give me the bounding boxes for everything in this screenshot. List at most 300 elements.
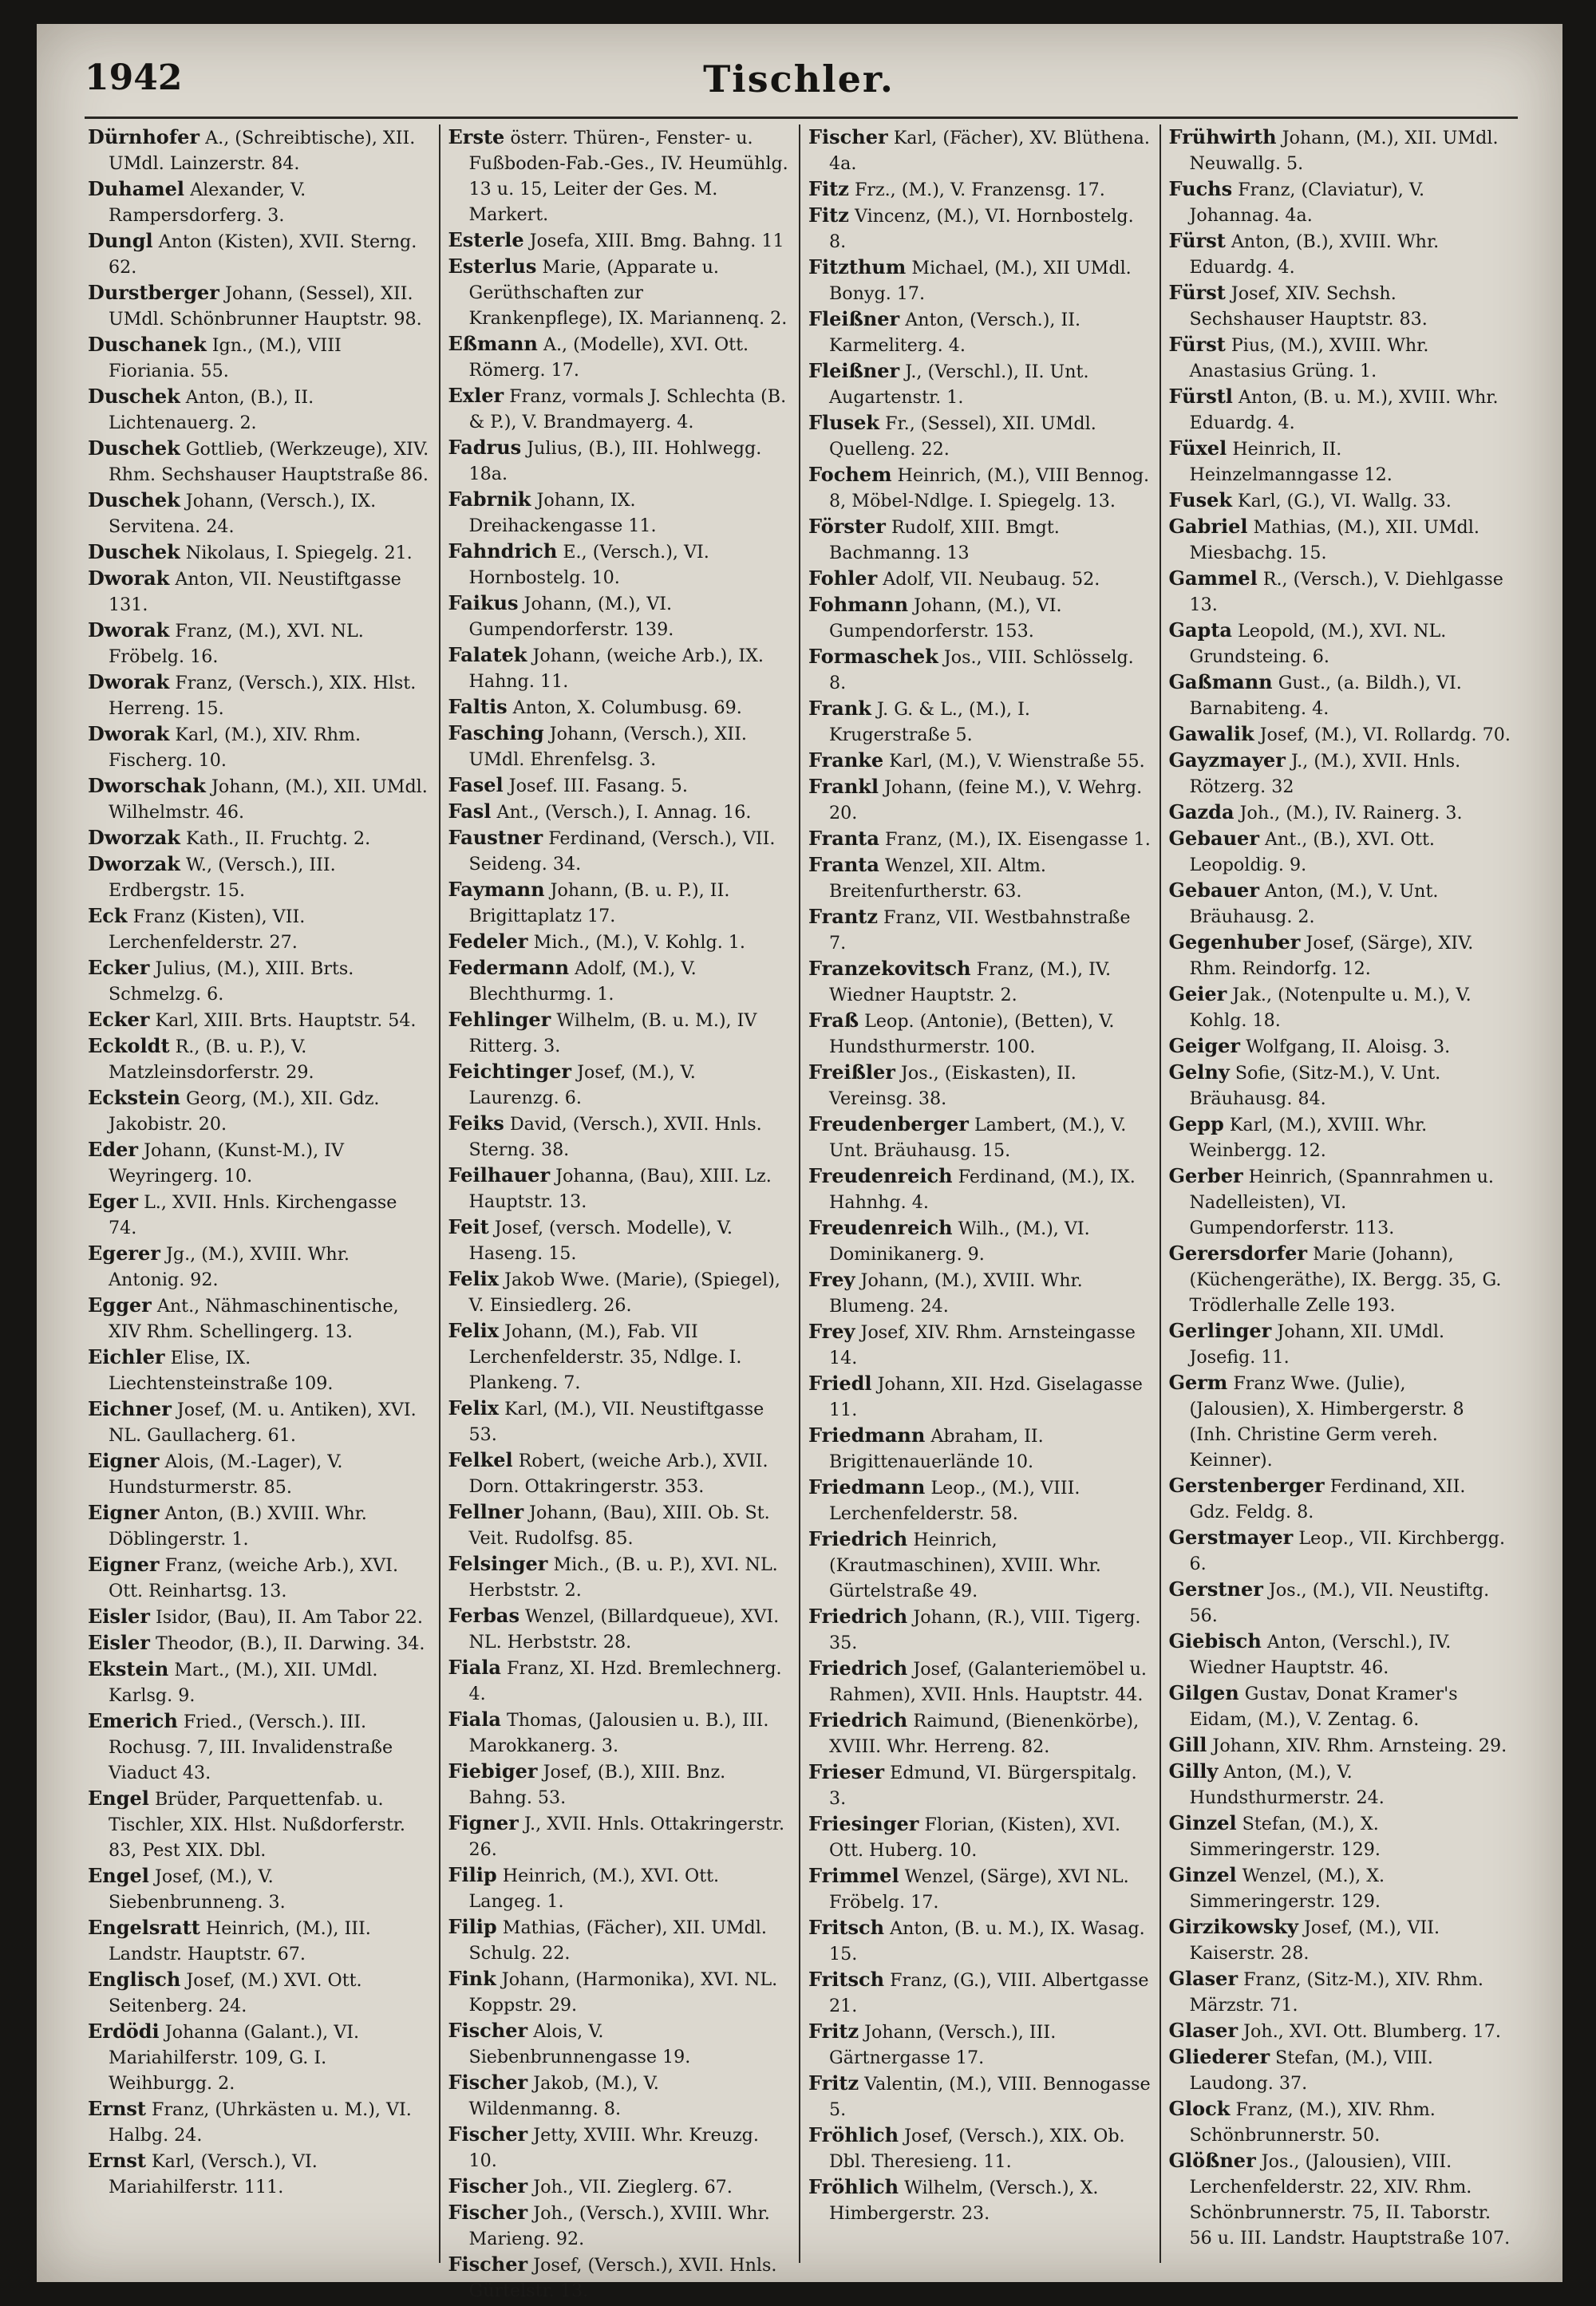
entry-details: Mathias, (M.), XII. UMdl. Miesbachg. 15.	[1189, 517, 1479, 563]
directory-entry	[1169, 1112, 1512, 1163]
entry-details: Josef, XIV. Rhm. Arnsteingasse 14.	[829, 1322, 1136, 1368]
directory-entry	[1169, 618, 1512, 669]
directory-entry	[448, 2174, 792, 2200]
directory-entry	[808, 1811, 1152, 1863]
entry-details: österr. Thüren-, Fenster- u. Fußboden-Fab.-Ges., IV. Heumühlg. 13 u. 15, Leiter der Ges. M. Markert.	[468, 128, 788, 225]
entry-details: Isidor, (Bau), II. Am Tabor 22.	[156, 1607, 423, 1628]
entry-details: Anton, (Verschl.), IV. Wiedner Hauptstr. 46.	[1189, 1632, 1452, 1678]
entry-name: Dürnhofer	[88, 125, 200, 148]
entry-name: Frey	[808, 1320, 855, 1343]
entry-details: Leop. (Antonie), (Betten), V. Hundsthurmerstr. 100.	[829, 1011, 1115, 1057]
running-head: Tischler.	[703, 57, 895, 101]
directory-entry	[1169, 176, 1512, 228]
directory-entry	[1169, 721, 1512, 748]
entry-details: Josef, (Versch.), XVII. Hnls. Gürtelstr. 13.	[468, 2255, 777, 2301]
directory-entry	[1169, 1680, 1512, 1732]
entry-details: Fried., (Versch.). III. Rochusg. 7, III. Invalidenstraße Viaduct 43.	[109, 1712, 393, 1783]
directory-entry	[1169, 2096, 1512, 2148]
entry-name: Englisch	[88, 1968, 181, 1991]
directory-entry	[88, 2148, 431, 2200]
entry-name: Fleißner	[808, 359, 900, 382]
directory-entry	[88, 488, 431, 539]
entry-details: Wilhelm, (Versch.), X. Himbergerstr. 23.	[829, 2178, 1099, 2224]
entry-name: Eder	[88, 1138, 138, 1161]
directory-entry	[808, 852, 1152, 904]
entry-name: Engel	[88, 1787, 149, 1810]
entry-name: Franta	[808, 853, 879, 876]
entry-name: Ecker	[88, 956, 150, 979]
entry-details: Ant., Nähmaschinentische, XIV Rhm. Schellingerg. 13.	[109, 1296, 399, 1342]
directory-entry	[808, 1267, 1152, 1319]
entry-details: Karl, (M.), VII. Neustiftgasse 53.	[468, 1399, 764, 1445]
entry-name: Friedrich	[808, 1656, 908, 1680]
entry-details: J., (Verschl.), II. Unt. Augartenstr. 1.	[829, 361, 1089, 408]
entry-name: Duhamel	[88, 177, 185, 200]
directory-entry	[88, 124, 431, 176]
entry-name: Erste	[448, 125, 505, 148]
entry-details: Johann, (R.), VIII. Tigerg. 35.	[829, 1607, 1141, 1653]
entry-details: A., (Schreibtische), XII. UMdl. Lainzerstr. 84.	[109, 128, 416, 174]
entry-details: Wolfgang, II. Aloisg. 3.	[1246, 1037, 1451, 1057]
entry-details: Franz, (M.), IV. Wiedner Hauptstr. 2.	[829, 959, 1112, 1005]
entry-details: Johann, (M.), VI. Gumpendorferstr. 153.	[829, 595, 1062, 642]
directory-entry	[448, 772, 792, 799]
entry-name: Fischer	[448, 2071, 528, 2094]
entry-details: Johann, (Sessel), XII. UMdl. Schönbrunner Hauptstr. 98.	[109, 283, 422, 330]
entry-name: Engel	[88, 1864, 149, 1887]
directory-page	[37, 24, 1562, 2301]
entry-details: Johanna (Galant.), VI. Mariahilferstr. 109, G. I. Weihburgg. 2.	[109, 2022, 360, 2094]
directory-entry	[448, 1603, 792, 1655]
entry-details: Heinrich, (M.), XVI. Ott. Langeg. 1.	[468, 1866, 720, 1912]
directory-entry	[448, 1759, 792, 1810]
entry-name: Glößner	[1168, 2149, 1256, 2172]
entry-details: Theodor, (B.), II. Darwing. 34.	[156, 1633, 425, 1654]
entry-name: Fischer	[448, 2174, 528, 2197]
directory-entry	[808, 176, 1152, 203]
entry-name: Gliederer	[1168, 2045, 1270, 2068]
entry-name: Frieser	[808, 1760, 885, 1783]
entry-name: Duschek	[88, 488, 180, 511]
entry-name: Eckoldt	[88, 1034, 170, 1057]
entry-details: Anton, (B.) XVIII. Whr. Döblingerstr. 1.	[109, 1503, 367, 1550]
directory-entry	[448, 1810, 792, 1862]
entry-details: Josef. III. Fasang. 5.	[508, 776, 688, 796]
column-4	[1159, 124, 1520, 2263]
entry-name: Formaschek	[808, 645, 938, 668]
directory-entry	[88, 669, 431, 721]
entry-details: Ferdinand, (M.), IX. Hahnhg. 4.	[829, 1167, 1136, 1213]
directory-entry	[448, 2252, 792, 2304]
entry-details: Jos., (Jalousien), VIII. Lerchenfelderstr. 22, XIV. Rhm. Schönbrunnerstr. 75, II. Taborstr. 56 u. III. Landstr. Hauptstraße 107.	[1189, 2151, 1511, 2249]
entry-details: Mathias, (Fächer), XII. UMdl. Schulg. 22.	[468, 1917, 767, 1964]
entry-name: Eger	[88, 1190, 138, 1213]
entry-details: Heinrich, (Spannrahmen u. Nadelleisten), VI. Gumpendorferstr. 113.	[1189, 1167, 1494, 1238]
entry-name: Frey	[808, 1268, 855, 1291]
entry-name: Federmann	[448, 956, 570, 979]
column-1	[80, 124, 439, 2263]
entry-details: Josef, (M.), V. Siebenbrunneng. 3.	[109, 1866, 286, 1913]
entry-name: Förster	[808, 515, 886, 538]
directory-entry	[808, 358, 1152, 410]
entry-name: Fraß	[808, 1009, 859, 1032]
directory-entry	[1169, 800, 1512, 826]
directory-entry	[448, 1499, 792, 1551]
entry-name: Gerersdorfer	[1168, 1242, 1308, 1265]
entry-name: Frankl	[808, 775, 879, 798]
directory-entry	[88, 176, 431, 228]
directory-entry	[1169, 2148, 1512, 2251]
directory-entry	[808, 644, 1152, 696]
entry-name: Ekstein	[88, 1657, 169, 1680]
entry-details: Wilh., (M.), VI. Dominikanerg. 9.	[829, 1218, 1090, 1265]
entry-details: Franz, XI. Hzd. Bremlechnerg. 4.	[468, 1658, 782, 1704]
entry-details: Edmund, VI. Bürgerspitalg. 3.	[829, 1763, 1137, 1809]
directory-entry	[88, 1137, 431, 1189]
directory-entry	[1169, 748, 1512, 800]
entry-details: Mich., (B. u. P.), XVI. NL. Herbststr. 2.	[468, 1554, 778, 1601]
directory-entry	[808, 904, 1152, 956]
entry-details: Wenzel, (Särge), XVI NL. Fröbelg. 17.	[829, 1866, 1129, 1913]
entry-name: Eigner	[88, 1449, 160, 1472]
entry-details: Jetty, XVIII. Whr. Kreuzg. 10.	[468, 2125, 759, 2171]
entry-details: Franz, (M.), XIV. Rhm. Schönbrunnerstr. 50.	[1189, 2099, 1436, 2146]
entry-name: Ernst	[88, 2149, 146, 2172]
entry-details: Mart., (M.), XII. UMdl. Karlsg. 9.	[109, 1660, 378, 1706]
directory-entry	[808, 1215, 1152, 1267]
entry-name: Eßmann	[448, 332, 538, 355]
directory-entry	[448, 2070, 792, 2122]
entry-name: Ginzel	[1168, 1863, 1237, 1886]
entry-name: Franta	[808, 827, 879, 850]
directory-entry	[88, 903, 431, 955]
entry-details: Joh., (Versch.), XVIII. Whr. Marieng. 92.	[468, 2203, 770, 2249]
directory-entry	[448, 1007, 792, 1059]
entry-details: Joh., VII. Zieglerg. 67.	[533, 2177, 733, 2197]
entry-details: Fr., (Sessel), XII. UMdl. Quelleng. 22.	[829, 413, 1096, 460]
directory-entry	[448, 2200, 792, 2252]
directory-entry	[1169, 514, 1512, 566]
entry-details: Marie (Johann), (Küchengeräthe), IX. Bergg. 35, G. Trödlerhalle Zelle 193.	[1189, 1244, 1502, 1316]
entry-name: Felkel	[448, 1448, 513, 1471]
entry-name: Engelsratt	[88, 1916, 200, 1939]
entry-details: Alois, (M.-Lager), V. Hundsturmerstr. 85.	[109, 1451, 343, 1498]
entry-name: Gerstmayer	[1168, 1526, 1294, 1549]
entry-name: Girzikowsky	[1168, 1915, 1298, 1938]
entry-name: Gerstner	[1168, 1577, 1263, 1601]
entry-details: Frz., (M.), V. Franzensg. 17.	[854, 180, 1105, 200]
entry-name: Gerlinger	[1168, 1319, 1272, 1342]
entry-name: Fohler	[808, 567, 878, 590]
entry-details: Wenzel, XII. Altm. Breitenfurtherstr. 63.	[829, 855, 1046, 902]
entry-details: Franz, vormals J. Schlechta (B. & P.), V. Brandmayerg. 4.	[468, 386, 787, 432]
entry-details: Johann, (M.), XVIII. Whr. Blumeng. 24.	[829, 1270, 1083, 1317]
entry-name: Giebisch	[1168, 1629, 1262, 1653]
entry-name: Duschek	[88, 385, 180, 408]
directory-entry	[1169, 1577, 1512, 1629]
entry-details: Johann, IX. Dreihackengasse 11.	[468, 490, 657, 536]
entry-name: Fritz	[808, 2071, 859, 2095]
directory-entry	[808, 1008, 1152, 1060]
entry-details: Jakob, (M.), V. Wildenmanng. 8.	[468, 2073, 659, 2119]
directory-entry	[1169, 2044, 1512, 2096]
directory-entry	[1169, 1914, 1512, 1966]
entry-details: Josef, (Galanteriemöbel u. Rahmen), XVII. Hnls. Hauptstr. 44.	[829, 1659, 1147, 1705]
entry-details: Franz, (Versch.), XIX. Hlst. Herreng. 15.	[109, 673, 417, 719]
directory-entry	[448, 124, 792, 227]
directory-entry	[808, 1475, 1152, 1526]
entry-name: Erdödi	[88, 2020, 160, 2043]
directory-entry	[1169, 878, 1512, 930]
entry-name: Fitz	[808, 177, 849, 200]
directory-entry	[448, 799, 792, 825]
directory-entry	[88, 1786, 431, 1863]
entry-name: Eigner	[88, 1553, 160, 1576]
entry-name: Gayzmayer	[1168, 748, 1286, 772]
entry-name: Fehlinger	[448, 1008, 551, 1031]
directory-entry	[448, 642, 792, 694]
entry-name: Gapta	[1168, 618, 1232, 642]
entry-details: R., (B. u. P.), V. Matzleinsdorferstr. 29.	[109, 1037, 314, 1083]
entry-name: Friedrich	[808, 1708, 908, 1731]
entry-details: Gottlieb, (Werkzeuge), XIV. Rhm. Sechshauser Hauptstraße 86.	[109, 439, 429, 485]
entry-details: Franz, (G.), VIII. Albertgasse 21.	[829, 1970, 1149, 2016]
entry-details: Marie, (Apparate u. Gerüthschaften zur Krankenpflege), IX. Mariannenq. 2.	[468, 257, 788, 329]
directory-entry	[1169, 669, 1512, 721]
entry-name: Friedmann	[808, 1423, 926, 1447]
directory-entry	[808, 956, 1152, 1008]
directory-entry	[448, 825, 792, 877]
entry-name: Fürstl	[1168, 385, 1233, 408]
entry-name: Eck	[88, 904, 128, 927]
entry-name: Faymann	[448, 878, 545, 901]
entry-name: Dworak	[88, 618, 170, 642]
entry-name: Füxel	[1168, 436, 1227, 460]
entry-name: Dworschak	[88, 774, 206, 797]
directory-entry	[808, 2174, 1152, 2226]
directory-entry	[88, 566, 431, 618]
entry-name: Feichtinger	[448, 1060, 572, 1083]
entry-name: Gepp	[1168, 1112, 1224, 1135]
directory-entry	[1169, 2018, 1512, 2044]
directory-entry	[448, 2122, 792, 2174]
directory-entry	[1169, 1473, 1512, 1525]
entry-details: Josef, (Särge), XIV. Rhm. Reindorfg. 12.	[1189, 933, 1474, 979]
entry-details: Anton, X. Columbusg. 69.	[512, 697, 742, 718]
entry-name: Fischer	[448, 2122, 528, 2146]
entry-details: Karl, (M.), V. Wienstraße 55.	[889, 751, 1145, 772]
entry-details: Johann, (Bau), XIII. Ob. St. Veit. Rudolfsg. 85.	[468, 1502, 770, 1549]
entry-details: Franz Wwe. (Julie), (Jalousien), X. Himbergerstr. 8 (Inh. Christine Germ vereh. Keinner).	[1189, 1373, 1464, 1471]
entry-details: Johann, (Versch.), IX. Servitena. 24.	[109, 491, 377, 537]
entry-details: Johann, (feine M.), V. Wehrg. 20.	[829, 777, 1143, 823]
directory-entry	[808, 1967, 1152, 2019]
entry-name: Freißler	[808, 1060, 895, 1084]
directory-entry	[88, 721, 431, 773]
entry-name: Fasl	[448, 800, 492, 823]
entry-details: Joh., XVI. Ott. Blumberg. 17.	[1243, 2021, 1501, 2042]
directory-entry	[448, 1707, 792, 1759]
directory-entry	[448, 227, 792, 254]
directory-entry	[808, 1604, 1152, 1656]
entry-name: Fitzthum	[808, 255, 907, 278]
entry-name: Gazda	[1168, 800, 1235, 823]
directory-entry	[1169, 124, 1512, 176]
entry-details: Florian, (Kisten), XVI. Ott. Huberg. 10.	[829, 1814, 1121, 1861]
entry-details: Josef, (M.) XVI. Ott. Seitenberg. 24.	[109, 1970, 362, 2016]
entry-details: Johanna, (Bau), XIII. Lz. Hauptstr. 13.	[468, 1166, 772, 1212]
directory-entry	[1169, 1525, 1512, 1577]
entry-name: Frühwirth	[1168, 125, 1277, 148]
entry-details: Leop., (M.), VIII. Lerchenfelderstr. 58.	[829, 1478, 1080, 1524]
entry-name: Glaser	[1168, 1967, 1238, 1990]
entry-name: Fürst	[1168, 333, 1226, 356]
entry-name: Gawalik	[1168, 722, 1254, 745]
entry-name: Freudenreich	[808, 1164, 953, 1187]
directory-entry	[1169, 930, 1512, 981]
entry-name: Frank	[808, 697, 871, 720]
directory-entry	[808, 592, 1152, 644]
directory-entry	[1169, 436, 1512, 488]
entry-name: Fröhlich	[808, 2175, 899, 2198]
entry-name: Fischer	[448, 2201, 528, 2224]
entry-name: Fedeler	[448, 930, 528, 953]
entry-name: Glock	[1168, 2097, 1231, 2120]
entry-name: Dworak	[88, 567, 170, 590]
entry-name: Faltis	[448, 695, 508, 718]
directory-entry	[88, 1604, 431, 1630]
directory-entry	[808, 514, 1152, 566]
entry-name: Feilhauer	[448, 1163, 551, 1187]
entry-name: Fischer	[448, 2253, 528, 2276]
entry-name: Fritsch	[808, 1968, 885, 1991]
directory-entry	[448, 539, 792, 590]
entry-name: Franzekovitsch	[808, 957, 971, 980]
directory-entry	[88, 1085, 431, 1137]
entry-details: Anton, (B.), II. Lichtenauerg. 2.	[109, 387, 314, 433]
directory-entry	[88, 825, 431, 851]
entry-details: Josef, (versch. Modelle), V. Haseng. 15.	[468, 1218, 733, 1264]
entry-name: Felix	[448, 1267, 500, 1290]
entry-details: Josef, (Versch.), XIX. Ob. Dbl. Theresieng. 11.	[829, 2126, 1125, 2172]
directory-entry	[1169, 280, 1512, 332]
directory-entry	[448, 694, 792, 721]
directory-entry	[1169, 228, 1512, 280]
entry-name: Gelny	[1168, 1060, 1230, 1084]
entry-details: Alexander, V. Rampersdorferg. 3.	[109, 180, 306, 226]
directory-entry	[88, 1630, 431, 1656]
entry-details: Ferdinand, XII. Gdz. Feldg. 8.	[1189, 1476, 1466, 1522]
directory-entry	[1169, 1241, 1512, 1318]
entry-name: Germ	[1168, 1371, 1228, 1394]
entry-name: Eisler	[88, 1631, 150, 1654]
entry-details: Jak., (Notenpulte u. M.), V. Kohlg. 18.	[1189, 985, 1472, 1031]
entry-name: Durstberger	[88, 281, 219, 304]
entry-details: Jos., VIII. Schlösselg. 8.	[829, 647, 1134, 693]
directory-entry	[808, 1423, 1152, 1475]
directory-entry	[448, 929, 792, 955]
entry-name: Gebauer	[1168, 879, 1259, 902]
entry-details: Johann, (Versch.), III. Gärtnergasse 17.	[829, 2022, 1057, 2068]
entry-details: Stefan, (M.), X. Simmeringerstr. 129.	[1189, 1814, 1381, 1860]
entry-details: Robert, (weiche Arb.), XVII. Dorn. Ottakringerstr. 353.	[468, 1451, 768, 1497]
entry-details: Franz, (Claviatur), V. Johannag. 4a.	[1189, 180, 1425, 226]
entry-name: Figner	[448, 1811, 519, 1834]
entry-details: Pius, (M.), XVIII. Whr. Anastasius Grüng. 1.	[1189, 335, 1429, 381]
directory-entry	[88, 1967, 431, 2019]
entry-name: Feit	[448, 1215, 489, 1238]
directory-entry	[88, 1656, 431, 1708]
entry-details: Anton (Kisten), XVII. Sterng. 62.	[109, 231, 417, 278]
entry-name: Gilgen	[1168, 1681, 1239, 1704]
entry-details: Alois, V. Siebenbrunnengasse 19.	[468, 2021, 691, 2067]
directory-entry	[808, 1112, 1152, 1163]
entry-details: Anton, (M.), V. Hundsthurmerstr. 24.	[1189, 1762, 1385, 1808]
entry-details: Wenzel, (M.), X. Simmeringerstr. 129.	[1189, 1866, 1385, 1912]
entry-details: J. G. & L., (M.), I. Krugerstraße 5.	[829, 699, 1030, 745]
directory-entry	[1169, 1060, 1512, 1112]
entry-name: Fitz	[808, 203, 849, 227]
columns	[80, 124, 1519, 2301]
entry-name: Friedl	[808, 1372, 872, 1395]
entry-name: Eigner	[88, 1501, 160, 1524]
entry-name: Duschanek	[88, 333, 207, 356]
entry-details: Adolf, VII. Neubaug. 52.	[883, 569, 1100, 590]
directory-entry	[1169, 1810, 1512, 1862]
directory-entry	[808, 306, 1152, 358]
entry-details: Franz (Kisten), VII. Lerchenfelderstr. 27.	[109, 906, 306, 953]
directory-entry	[88, 539, 431, 566]
entry-name: Fasel	[448, 773, 504, 796]
entry-details: Josef, XIV. Sechsh. Sechshauser Hauptstr. 83.	[1189, 283, 1428, 330]
entry-name: Egerer	[88, 1242, 160, 1265]
entry-details: Sofie, (Sitz-M.), V. Unt. Bräuhausg. 84.	[1189, 1063, 1441, 1109]
directory-entry	[448, 590, 792, 642]
entry-details: Karl, (G.), VI. Wallg. 33.	[1238, 491, 1452, 511]
directory-entry	[808, 203, 1152, 255]
entry-name: Exler	[448, 384, 504, 407]
directory-entry	[808, 696, 1152, 748]
entry-details: Wenzel, (Billardqueue), XVI. NL. Herbststr. 28.	[468, 1606, 780, 1653]
entry-details: R., (Versch.), V. Diehlgasse 13.	[1189, 569, 1503, 615]
directory-entry	[808, 826, 1152, 852]
entry-details: Karl, (M.), XVIII. Whr. Weinbergg. 12.	[1189, 1115, 1428, 1161]
entry-details: Josef, (M.), VI. Rollardg. 70.	[1259, 725, 1511, 745]
entry-details: Josef, (B.), XIII. Bnz. Bahng. 53.	[468, 1762, 726, 1808]
entry-name: Dworzak	[88, 852, 180, 875]
directory-entry	[448, 1318, 792, 1396]
entry-details: Karl, (M.), XIV. Rhm. Fischerg. 10.	[109, 725, 361, 771]
entry-details: Johann, XII. UMdl. Josefig. 11.	[1189, 1321, 1445, 1368]
entry-name: Fürst	[1168, 281, 1226, 304]
directory-entry	[808, 1060, 1152, 1112]
directory-entry	[1169, 826, 1512, 878]
directory-entry	[808, 1319, 1152, 1371]
column-3	[799, 124, 1159, 2263]
entry-name: Esterlus	[448, 255, 537, 278]
directory-entry	[808, 2019, 1152, 2071]
directory-entry	[448, 1862, 792, 1914]
directory-entry	[88, 228, 431, 280]
entry-details: Mich., (M.), V. Kohlg. 1.	[533, 932, 745, 953]
entry-name: Gerber	[1168, 1164, 1243, 1187]
entry-name: Duschek	[88, 540, 180, 563]
entry-name: Fabrnik	[448, 488, 531, 511]
entry-details: Franz, (weiche Arb.), XVI. Ott. Reinhartsg. 13.	[109, 1555, 398, 1601]
entry-details: Johann, (M.), VI. Gumpendorferstr. 139.	[468, 594, 674, 640]
directory-entry	[1169, 1318, 1512, 1370]
directory-entry	[808, 462, 1152, 514]
